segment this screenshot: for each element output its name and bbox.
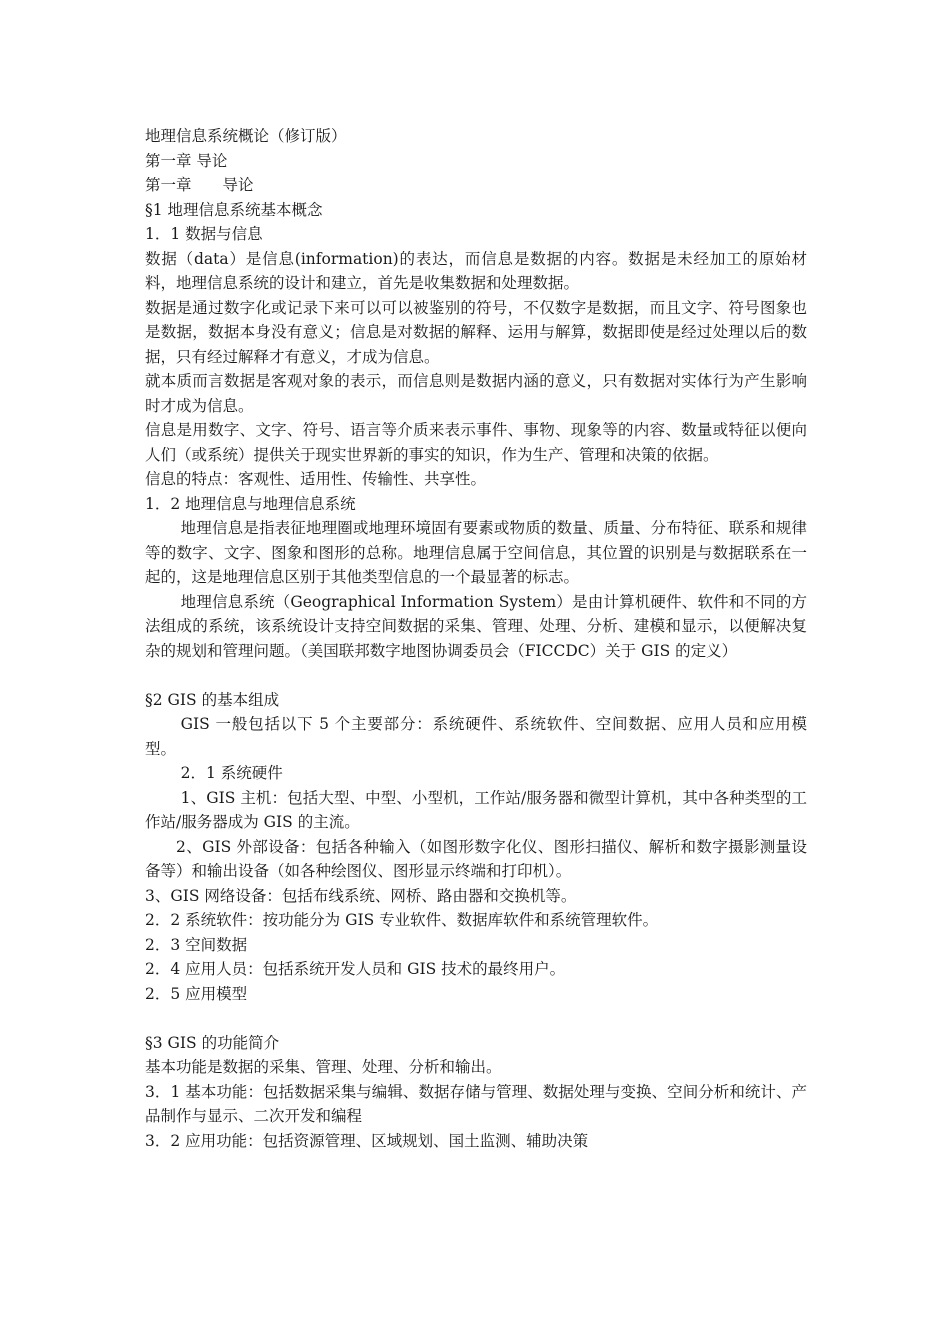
section2-sub3: 2．3 空间数据: [145, 935, 248, 954]
section1-paragraph-4: 信息是用数字、文字、符号、语言等介质来表示事件、事物、现象等的内容、数量或特征以便向人们（或系统）提供关于现实世界新的事实的知识，作为生产、管理和决策的依据。: [145, 421, 807, 464]
document-page: [145, 124, 807, 1153]
paragraph-gap: [145, 663, 807, 688]
paragraph-gap: [145, 1006, 807, 1031]
section2-sub2: 2．2 系统软件：按功能分为 GIS 专业软件、数据库软件和系统管理软件。: [145, 911, 659, 929]
hardware-item-3: 3、GIS 网络设备：包括布线系统、网桥、路由器和交换机等。: [145, 886, 577, 905]
section1-paragraph-6: 地理信息是指表征地理圈或地理环境固有要素或物质的数量、质量、分布特征、联系和规律等的数字、文字、图象和图形的总称。地理信息属于空间信息，其位置的识别是与数据联系在一起的，这是地理信息区别于其他类型信息的一个最显著的标志。: [145, 519, 807, 586]
section2-paragraph-1: GIS 一般包括以下 5 个主要部分：系统硬件、系统软件、空间数据、应用人员和应用模型。: [145, 715, 807, 758]
section2-sub1-heading: 2．1 系统硬件: [180, 764, 283, 782]
chapter-heading-spaced: 第一章 导论: [145, 176, 254, 194]
section1-paragraph-3: 就本质而言数据是客观对象的表示，而信息则是数据内涵的意义，只有数据对实体行为产生影响时才成为信息。: [145, 372, 807, 415]
section1-heading: §1 地理信息系统基本概念: [145, 200, 323, 219]
section3-sub2: 3．2 应用功能：包括资源管理、区域规划、国土监测、辅助决策: [145, 1131, 589, 1150]
document-title: 地理信息系统概论（修订版）: [145, 127, 347, 145]
hardware-item-1: 1、GIS 主机：包括大型、中型、小型机，工作站/服务器和微型计算机，其中各种类型的工作站/服务器成为 GIS 的主流。: [145, 788, 807, 831]
hardware-item-2: 2、GIS 外部设备：包括各种输入（如图形数字化仪、图形扫描仪、解析和数字摄影测量设备等）和输出设备（如各种绘图仪、图形显示终端和打印机）。: [145, 837, 807, 880]
section2-sub4: 2．4 应用人员：包括系统开发人员和 GIS 技术的最终用户。: [145, 960, 566, 978]
chapter-heading: 第一章 导论: [145, 151, 228, 170]
section1-paragraph-1: 数据（data）是信息(information)的表达，而信息是数据的内容。数据是未经加工的原始材料，地理信息系统的设计和建立，首先是收集数据和处理数据。: [145, 249, 807, 292]
section3-paragraph-1: 基本功能是数据的采集、管理、处理、分析和输出。: [145, 1058, 502, 1076]
section1-paragraph-5: 信息的特点：客观性、适用性、传输性、共享性。: [145, 470, 487, 488]
section1-sub1-heading: 1．1 数据与信息: [145, 225, 263, 243]
section3-sub1: 3．1 基本功能：包括数据采集与编辑、数据存储与管理、数据处理与变换、空间分析和统计、产品制作与显示、二次开发和编程: [145, 1082, 807, 1125]
section1-sub2-heading: 1．2 地理信息与地理信息系统: [145, 494, 356, 513]
section2-sub5: 2．5 应用模型: [145, 984, 248, 1003]
section3-heading: §3 GIS 的功能简介: [145, 1033, 280, 1052]
section1-paragraph-7: 地理信息系统（Geographical Information System）是由计算机硬件、软件和不同的方法组成的系统，该系统设计支持空间数据的采集、管理、处理、分析、建模和显示，以便解决复杂的规划和管理问题。（美国联邦数字地图协调委员会（FICCDC）关于 GIS 的定义）: [145, 592, 807, 660]
section1-paragraph-2: 数据是通过数字化或记录下来可以可以被鉴别的符号，不仅数字是数据，而且文字、符号图象也是数据，数据本身没有意义；信息是对数据的解释、运用与解算，数据即使是经过处理以后的数据，只有经过解释才有意义，才成为信息。: [145, 298, 807, 366]
section2-heading: §2 GIS 的基本组成: [145, 690, 280, 709]
